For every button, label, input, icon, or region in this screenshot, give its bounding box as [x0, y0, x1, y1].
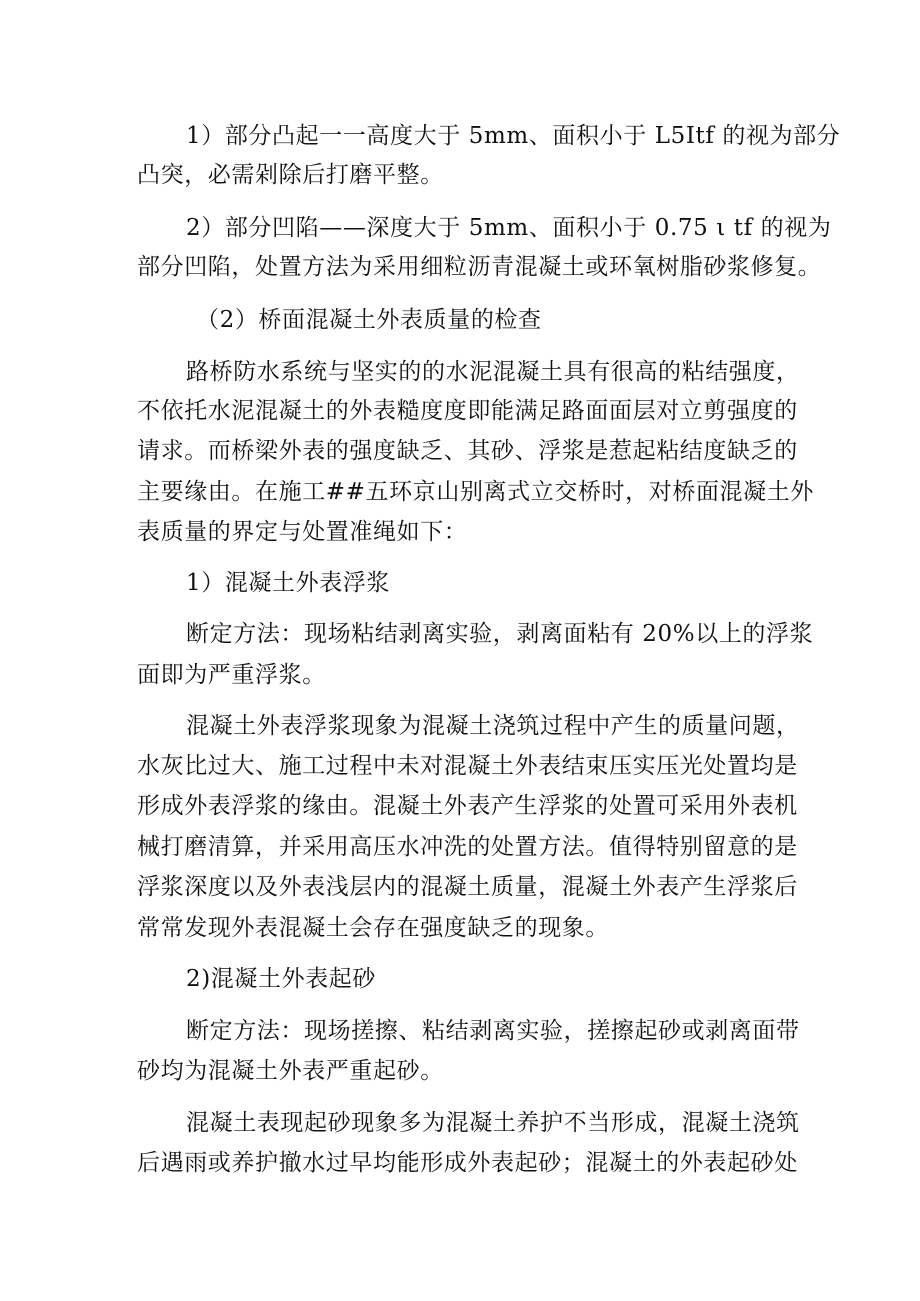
text-line: 砂均为混凝土外表严重起砂。	[137, 1058, 444, 1084]
text-line: 混凝土表现起砂现象多为混凝土养护不当形成，混凝土浇筑	[186, 1110, 800, 1136]
text-line: 混凝土外表浮浆现象为混凝土浇筑过程中产生的质量问题，	[186, 713, 800, 739]
text-line: 水灰比过大、施工过程中未对混凝土外表结束压实压光处置均是	[137, 753, 798, 779]
text-line: 部分凹陷，处置方法为采用细粒沥青混凝土或环氧树脂砂浆修复。	[137, 254, 822, 280]
text-line: 断定方法：现场搓擦、粘结剥离实验，搓擦起砂或剥离面带	[186, 1018, 800, 1044]
text-line: 表质量的界定与处置准绳如下：	[137, 519, 468, 545]
text-line: 后遇雨或养护撤水过早均能形成外表起砂；混凝土的外表起砂处	[137, 1150, 798, 1176]
text-line: 断定方法：现场粘结剥离实验，剥离面粘有 20%以上的浮浆	[186, 621, 814, 647]
text-line: 2）部分凹陷——深度大于 5mm、面积小于 0.75 ι tf 的视为	[186, 215, 832, 241]
text-line: 1）部分凸起一一高度大于 5mm、面积小于 L5Itf 的视为部分	[186, 123, 841, 149]
text-line: 不依托水泥混凝土的外表糙度度即能满足路面面层对立剪强度的	[137, 398, 798, 424]
text-line: 面即为严重浮浆。	[137, 662, 326, 688]
subheading: 2)混凝土外表起砂	[186, 966, 377, 992]
text-line: 浮浆深度以及外表浅层内的混凝土质量，混凝土外表产生浮浆后	[137, 874, 798, 900]
text-line: 请求。而桥梁外表的强度缺乏、其砂、浮浆是惹起粘结度缺乏的	[137, 438, 798, 464]
section-heading: （2）桥面混凝土外表质量的检查	[196, 307, 542, 333]
text-line: 常常发现外表混凝土会存在强度缺乏的现象。	[137, 915, 609, 941]
text-line: 凸突，必需剁除后打磨平整。	[137, 162, 444, 188]
text-line: 主要缘由。在施工##五环京山别离式立交桥时，对桥面混凝土外	[137, 479, 814, 505]
text-line: 械打磨清算，并采用高压水冲洗的处置方法。值得特别留意的是	[137, 834, 798, 860]
text-line: 形成外表浮浆的缘由。混凝土外表产生浮浆的处置可采用外表机	[137, 793, 798, 819]
text-line: 路桥防水系统与坚实的的水泥混凝土具有很高的粘结强度，	[186, 359, 800, 385]
subheading: 1）混凝土外表浮浆	[186, 570, 391, 596]
